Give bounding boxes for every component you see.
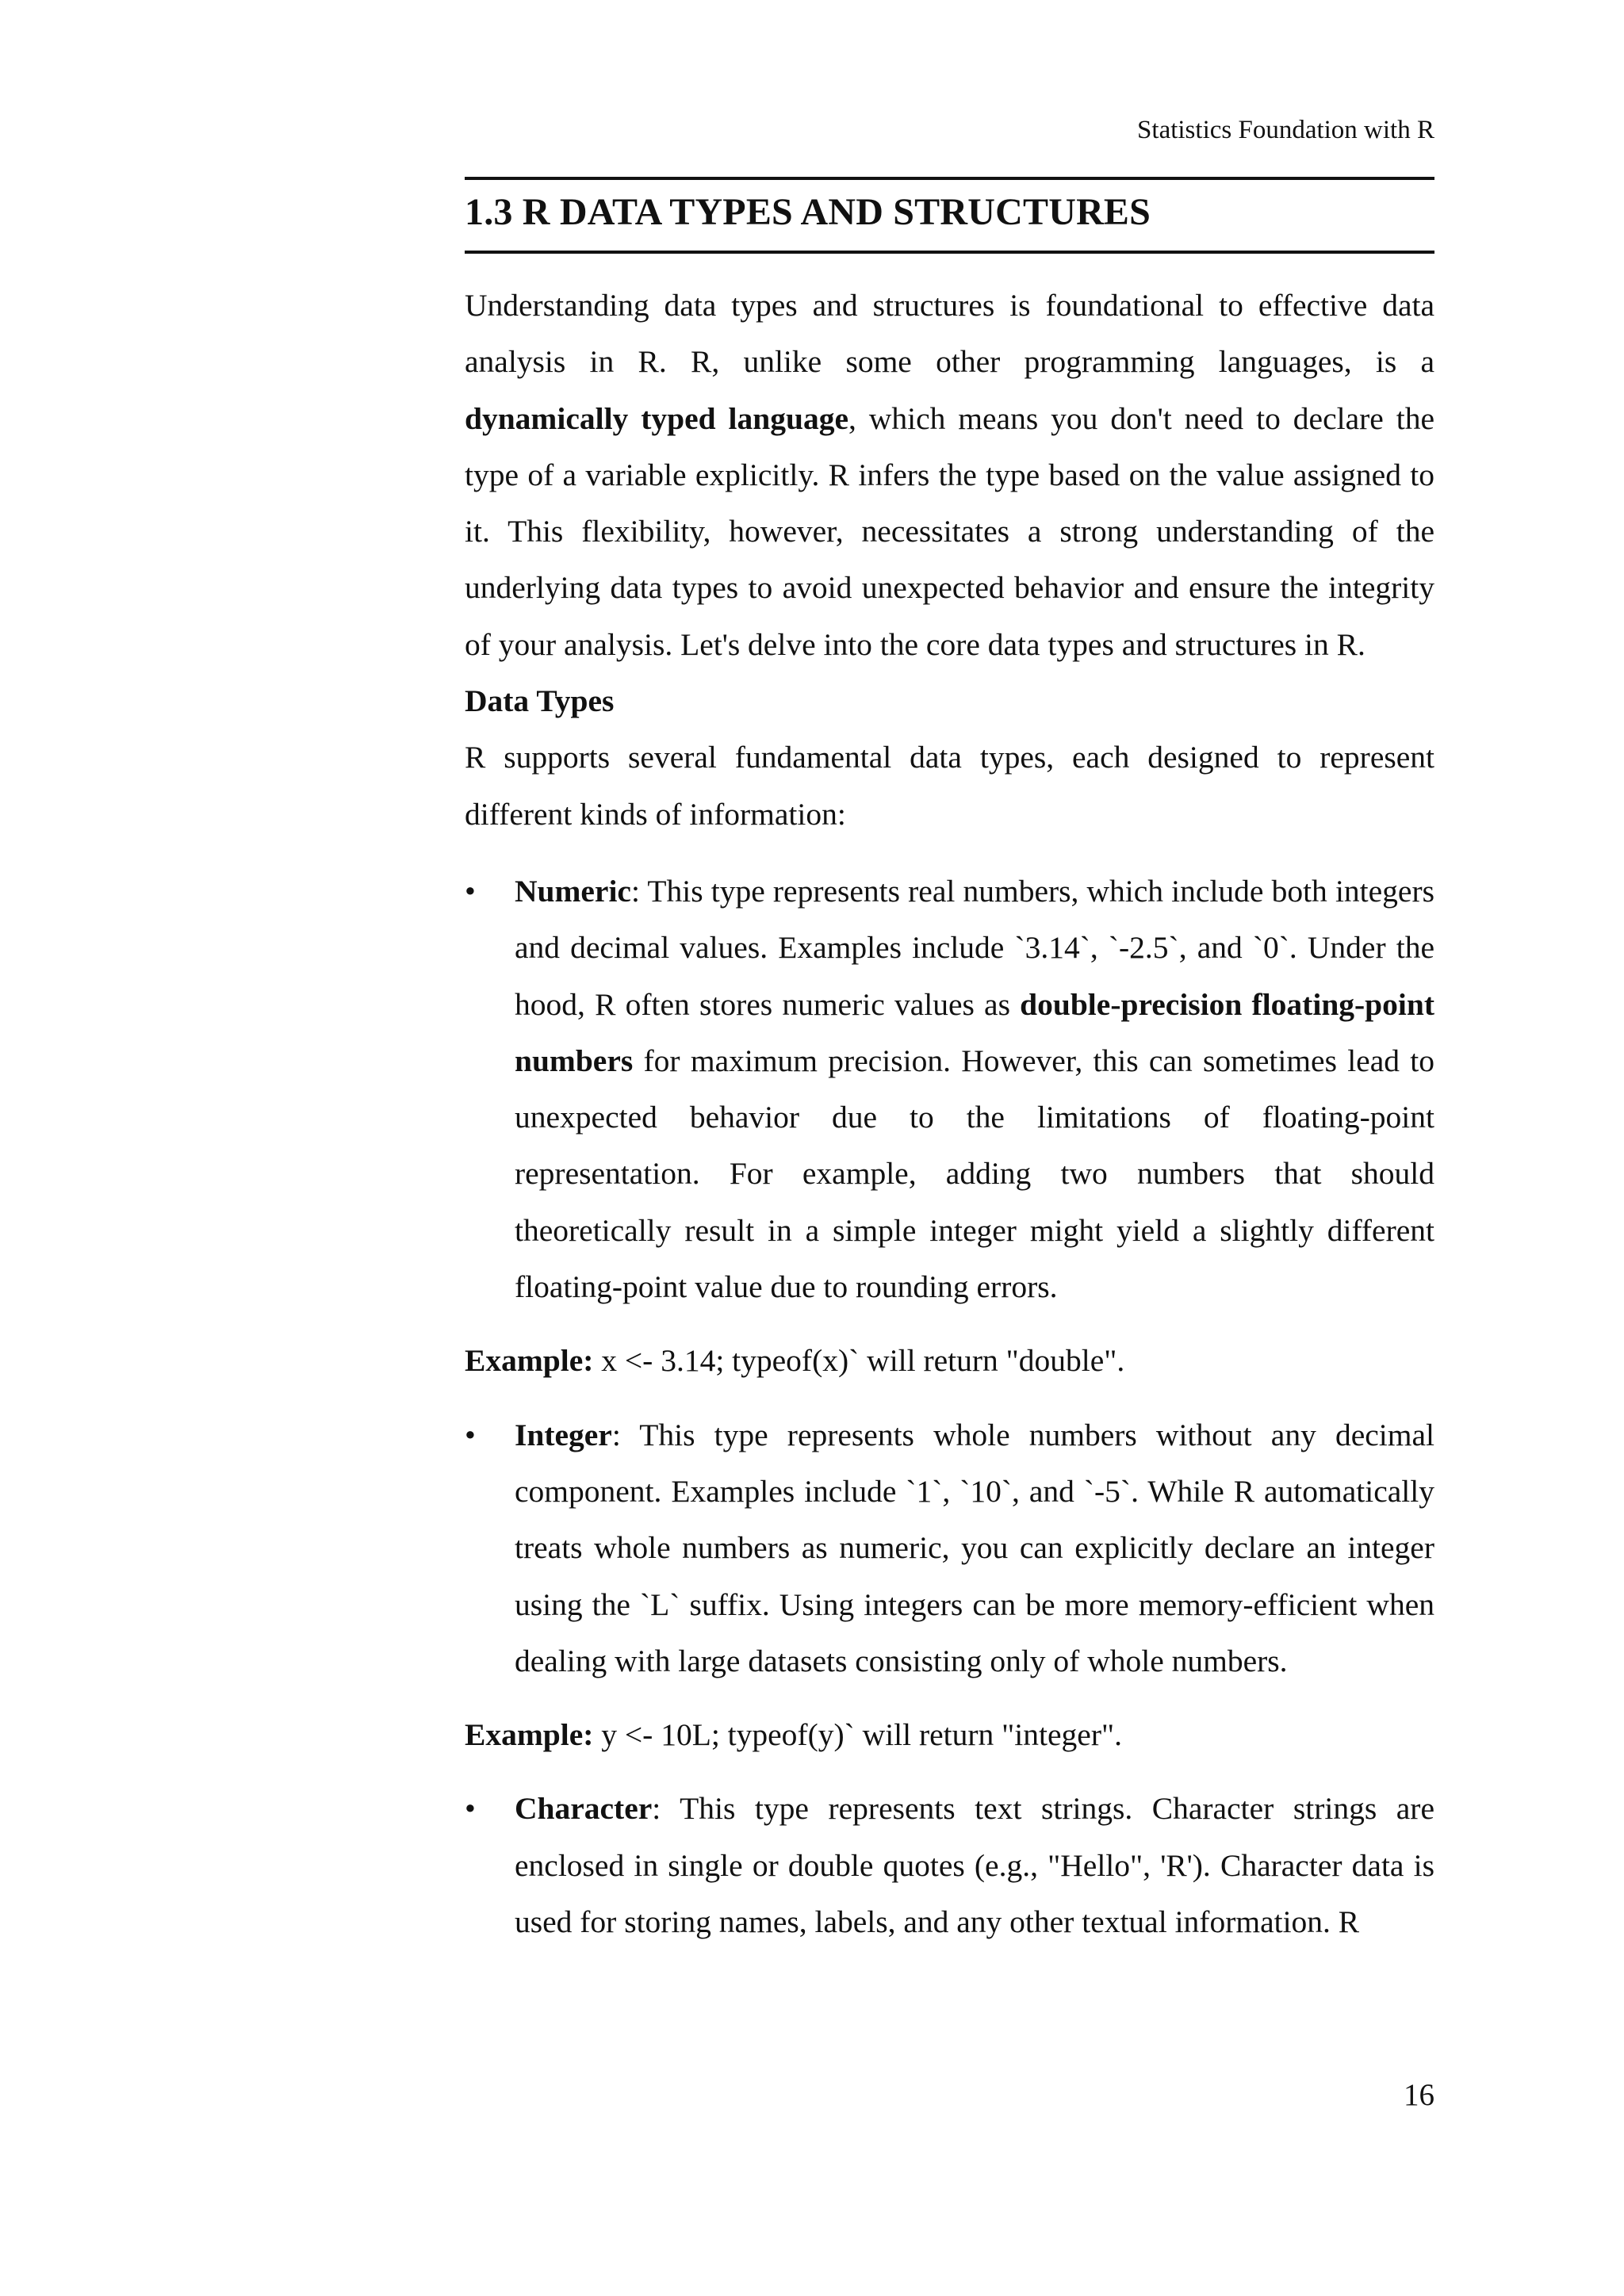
integer-term: Integer — [515, 1417, 612, 1452]
integer-example — [465, 1707, 1434, 1763]
numeric-text-1: : This type represents real numbers, which include both integers and decimal values. Examples include `3.14`, `-2.5`, and `0`. Under the hood, R often stores numeric values as — [515, 873, 1434, 1022]
page-number: 16 — [1404, 2078, 1434, 2112]
numeric-term: Numeric — [515, 873, 631, 909]
intro-paragraph — [465, 277, 1434, 673]
list-item-integer — [465, 1407, 1434, 1689]
data-types-heading: Data Types — [465, 683, 615, 719]
example-code: y <- 10L; typeof(y)` will return "integer". — [593, 1717, 1122, 1753]
running-header: Statistics Foundation with R — [1137, 116, 1434, 144]
title-rule-top — [465, 177, 1434, 180]
numeric-text-2: for maximum precision. However, this can sometimes lead to unexpected behavior due to the limitations of floating-point representation. For example, adding two numbers that should theoretically result in a simple integer might yield a slightly different floating-point value due to rounding errors. — [515, 1043, 1434, 1305]
spacer — [465, 1689, 1434, 1707]
section-title: 1.3 R DATA TYPES AND STRUCTURES — [465, 191, 1151, 233]
intro-bold-term: dynamically typed language — [465, 400, 848, 436]
integer-text: : This type represents whole numbers without any decimal component. Examples include `1`, `10`, and `-5`. While R automatically treats whole numbers as numeric, you can explicitly declare an integer using the `L` suffix. Using integers can be more memory-efficient when dealing with large datasets consisting only of whole numbers. — [515, 1417, 1434, 1678]
title-rule-bottom — [465, 251, 1434, 254]
numeric-example — [465, 1333, 1434, 1389]
body-content — [465, 277, 1434, 1950]
list-item-character — [465, 1781, 1434, 1950]
spacer — [465, 1763, 1434, 1781]
bullet-icon: • — [465, 1791, 476, 1827]
bullet-icon: • — [465, 873, 476, 909]
intro-text-2: , which means you don't need to declare the type of a variable explicitly. R infers the type based on the value assigned to it. This flexibility, however, necessitates a strong understanding of the underlying data types to avoid unexpected behavior and ensure the integrity of your analysis. Let's delve into the core data types and structures in R. — [465, 400, 1434, 662]
example-label: Example: — [465, 1343, 594, 1379]
numeric-bold-term: double-precision floating-point numbers — [515, 986, 1434, 1078]
example-label: Example: — [465, 1717, 594, 1753]
data-types-intro: R supports several fundamental data types, each designed to represent different kinds of information: — [465, 740, 1434, 832]
example-code: x <- 3.14; typeof(x)` will return "double". — [593, 1343, 1125, 1379]
character-text: : This type represents text strings. Character strings are enclosed in single or double quotes (e.g., "Hello", 'R'). Character data is used for storing names, labels, and any other textual information. R — [515, 1791, 1434, 1940]
list-item-numeric — [465, 863, 1434, 1315]
bullet-icon: • — [465, 1417, 476, 1452]
spacer — [465, 1390, 1434, 1407]
spacer — [465, 1315, 1434, 1333]
spacer — [465, 843, 1434, 863]
character-term: Character — [515, 1791, 653, 1827]
intro-text-1: Understanding data types and structures is foundational to effective data analysis in R. R, unlike some other programming languages, is a — [465, 288, 1434, 380]
